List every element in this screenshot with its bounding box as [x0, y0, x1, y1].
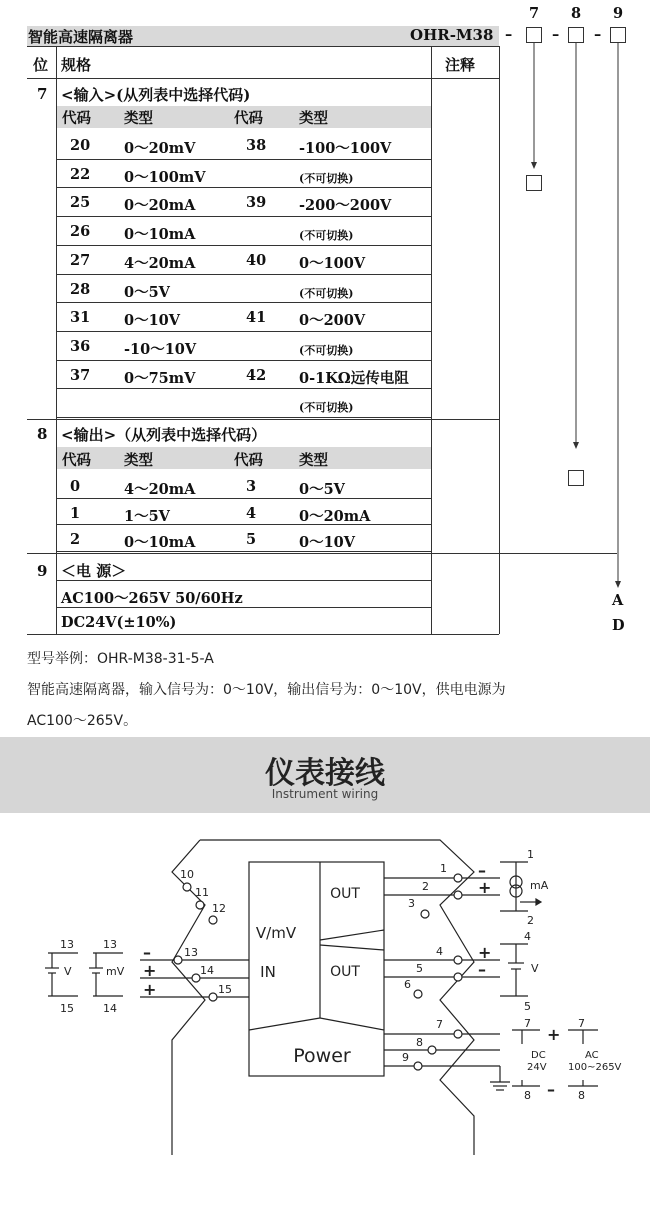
svg-text:–: –: [547, 1080, 555, 1099]
svg-text:–: –: [478, 960, 486, 979]
section9-num: 9: [37, 562, 48, 580]
section7-row-t1: 0～10V: [124, 312, 181, 330]
row-divider: [56, 302, 431, 303]
svg-text:14: 14: [200, 964, 214, 977]
pos-label-7: 7: [529, 5, 540, 22]
row-divider: [56, 159, 431, 160]
section7-row-t1: 0～10mA: [124, 226, 196, 244]
s7-col-code-2: 代码: [234, 110, 263, 127]
banner-title: 仪表接线: [265, 756, 385, 791]
section9-title: ＜电 源＞: [61, 562, 127, 580]
wiring-diagram: [0, 835, 650, 1155]
sep-1: –: [505, 26, 513, 43]
section7-row-t2: (不可切换): [299, 343, 354, 357]
section7-row-t2: (不可切换): [299, 229, 354, 243]
row-divider: [56, 524, 431, 525]
svg-text:12: 12: [212, 902, 226, 915]
section7-row-t2: (不可切换): [299, 171, 354, 185]
section7-num: 7: [37, 85, 48, 103]
terminal-9: [414, 1062, 422, 1070]
row-divider: [56, 331, 431, 332]
section8-row-c2: 3: [246, 478, 257, 495]
section7-row-t2: (不可切换): [299, 286, 354, 300]
section7-row-t2: (不可切换): [299, 401, 354, 415]
svg-text:10: 10: [180, 868, 194, 881]
section7-title: <输入>(从列表中选择代码): [61, 86, 251, 104]
product-title: 智能高速隔离器: [28, 28, 134, 46]
svg-text:mA: mA: [530, 879, 549, 892]
section7-row-t1: 0～100mV: [124, 168, 206, 186]
banner-subtitle: Instrument wiring: [271, 787, 379, 801]
row-divider: [56, 245, 431, 246]
svg-text:V: V: [64, 965, 72, 978]
svg-text:5: 5: [416, 962, 423, 975]
terminal-10: [183, 883, 191, 891]
section7-row-c2: 40: [246, 251, 267, 269]
s8-col-type-2: 类型: [299, 452, 328, 469]
label-out-2: OUT: [330, 964, 360, 980]
code-a: A: [612, 592, 624, 609]
svg-text:+: +: [143, 961, 157, 980]
section8-row-t2: 0～10V: [299, 534, 356, 551]
label-vmv: V/mV: [255, 924, 297, 942]
terminal-7: [454, 1030, 462, 1038]
label-out-1: OUT: [330, 886, 360, 902]
svg-text:V: V: [531, 962, 539, 975]
section7-row-t2: 0～100V: [299, 254, 366, 272]
section8-row-c2: 5: [246, 531, 257, 548]
row-divider: [56, 274, 431, 275]
svg-text:14: 14: [103, 1002, 117, 1015]
s7-col-type-1: 类型: [124, 110, 153, 127]
svg-text:7: 7: [524, 1017, 531, 1030]
section8-row-t2: 0～5V: [299, 481, 345, 498]
section7-row-c2: 42: [246, 366, 267, 384]
section8-row-t1: 4～20mA: [124, 481, 196, 498]
row-divider: [56, 417, 431, 418]
section8-row-t1: 0～10mA: [124, 534, 196, 551]
svg-text:13: 13: [184, 946, 198, 959]
section7-row-c1: 20: [70, 137, 91, 154]
s7-col-type-2: 类型: [299, 110, 328, 127]
svg-text:mV: mV: [106, 965, 125, 978]
svg-text:6: 6: [404, 978, 411, 991]
svg-text:7: 7: [578, 1017, 585, 1030]
row-divider: [56, 388, 431, 389]
row-divider: [56, 216, 431, 217]
section8-num: 8: [37, 425, 48, 443]
svg-text:7: 7: [436, 1018, 443, 1031]
svg-text:15: 15: [218, 983, 232, 996]
svg-text:4: 4: [524, 930, 531, 943]
section7-row-t2: -100～100V: [299, 140, 392, 157]
terminal-2: [454, 891, 462, 899]
section7-row-t1: 0～20mA: [124, 197, 196, 215]
terminal-1: [454, 874, 462, 882]
row-divider: [56, 187, 431, 188]
s8-col-type-1: 类型: [124, 452, 153, 469]
svg-text:–: –: [478, 861, 486, 880]
pos-label-8: 8: [571, 5, 582, 22]
row-divider: [56, 498, 431, 499]
svg-text:+: +: [478, 878, 492, 897]
section8-title: <输出>（从列表中选择代码）: [61, 426, 267, 444]
row-divider: [56, 360, 431, 361]
sep-3: –: [594, 26, 602, 43]
terminal-13: [174, 956, 182, 964]
svg-text:13: 13: [103, 938, 117, 951]
terminal-4: [454, 956, 462, 964]
section7-row-t1: 0～75mV: [124, 369, 196, 387]
col-note: 注释: [445, 56, 476, 74]
svg-text:3: 3: [408, 897, 415, 910]
terminal-11: [196, 901, 204, 909]
s7-col-code-1: 代码: [62, 110, 91, 127]
svg-text:13: 13: [60, 938, 74, 951]
terminal-5: [454, 973, 462, 981]
sep-2: –: [552, 26, 560, 43]
svg-text:+: +: [547, 1025, 561, 1044]
svg-text:5: 5: [524, 1000, 531, 1013]
section8-row-c1: 1: [70, 504, 81, 522]
section8-row-c2: 4: [246, 504, 257, 522]
terminal-12: [209, 916, 217, 924]
svg-text:2: 2: [422, 880, 429, 893]
svg-text:11: 11: [195, 886, 209, 899]
svg-text:8: 8: [416, 1036, 423, 1049]
code-d: D: [612, 617, 625, 634]
section8-row-c1: 2: [70, 531, 81, 548]
power-ac: AC100～265V 50/60Hz: [61, 590, 243, 607]
section8-row-c1: 0: [70, 478, 81, 495]
section7-row-t1: 4～20mA: [124, 254, 196, 272]
section7-row-c1: 36: [70, 337, 91, 355]
section8-row-t2: 0～20mA: [299, 507, 371, 525]
label-in: IN: [260, 963, 276, 981]
selector-result-8[interactable]: [568, 470, 584, 486]
terminal-6: [414, 990, 422, 998]
svg-text:24V: 24V: [527, 1062, 547, 1073]
section7-row-c1: 22: [70, 165, 91, 183]
section7-row-c1: 37: [70, 366, 91, 384]
power-dc: DC24V(±10%): [61, 614, 177, 631]
section7-row-c1: 27: [70, 251, 91, 269]
section7-row-t1: 0～20mV: [124, 140, 196, 157]
model-code: OHR-M38: [410, 26, 494, 44]
example-line-1: 型号举例：OHR-M38-31-5-A: [27, 651, 214, 667]
svg-text:1: 1: [527, 848, 534, 861]
terminal-3: [421, 910, 429, 918]
s8-col-code-2: 代码: [234, 452, 263, 469]
wiring-banner: [0, 737, 650, 813]
col-spec: 规格: [61, 56, 92, 74]
section7-row-c1: 25: [70, 194, 91, 212]
example-line-2: 智能高速隔离器，输入信号为：0～10V，输出信号为：0～10V，供电电源为: [27, 682, 506, 698]
s8-col-code-1: 代码: [62, 452, 91, 469]
col-pos: 位: [33, 56, 49, 74]
svg-text:9: 9: [402, 1051, 409, 1064]
section7-row-t2: 0～200V: [299, 312, 366, 330]
section7-row-c1: 31: [70, 309, 91, 327]
section8-row-t1: 1～5V: [124, 507, 170, 525]
section7-row-t1: 0～5V: [124, 283, 170, 301]
section7-row-c2: 38: [246, 137, 267, 154]
terminal-14: [192, 974, 200, 982]
svg-text:8: 8: [524, 1089, 531, 1102]
section7-row-t1: -10～10V: [124, 340, 197, 358]
selector-result-7[interactable]: [526, 175, 542, 191]
terminal-8: [428, 1046, 436, 1054]
example-line-3: AC100～265V。: [27, 713, 138, 729]
section7-row-c2: 41: [246, 309, 267, 327]
section7-row-t2: -200～200V: [299, 197, 392, 215]
svg-text:+: +: [143, 980, 157, 999]
svg-text:DC: DC: [531, 1050, 546, 1061]
svg-text:8: 8: [578, 1089, 585, 1102]
svg-text:2: 2: [527, 914, 534, 927]
svg-text:4: 4: [436, 945, 443, 958]
label-power: Power: [293, 1045, 351, 1067]
svg-text:1: 1: [440, 862, 447, 875]
section7-row-c2: 39: [246, 194, 267, 212]
svg-text:+: +: [478, 943, 492, 962]
section7-row-c1: 26: [70, 223, 91, 241]
row-divider: [56, 551, 431, 552]
svg-text:–: –: [143, 943, 151, 962]
selector-arrows: [500, 40, 650, 600]
svg-text:AC: AC: [585, 1050, 599, 1061]
section7-row-t2: 0-1KΩ远传电阻: [299, 369, 409, 387]
svg-text:15: 15: [60, 1002, 74, 1015]
pos-label-9: 9: [613, 5, 624, 22]
terminal-15: [209, 993, 217, 1001]
section7-row-c1: 28: [70, 280, 91, 298]
svg-text:100~265V: 100~265V: [568, 1062, 622, 1073]
